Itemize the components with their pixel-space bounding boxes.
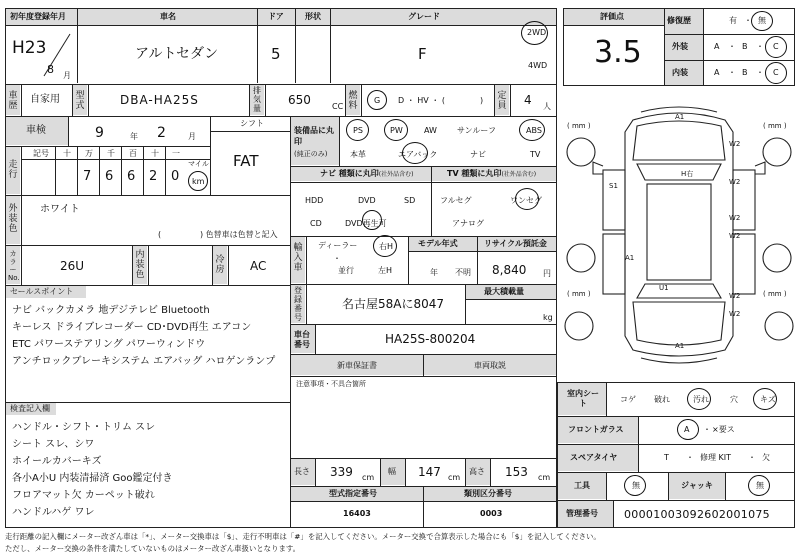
mileage-digit-1: 7 bbox=[83, 169, 92, 184]
spare-tire-label: スペアタイヤ bbox=[570, 453, 618, 462]
tools-value: 無 bbox=[632, 481, 640, 490]
height-label: 高さ bbox=[469, 467, 485, 476]
inspector-line-1: ハンドル・シフト・トリム スレ bbox=[12, 422, 156, 433]
windshield-a: A bbox=[684, 425, 690, 434]
capacity-label: 定員 bbox=[497, 91, 507, 111]
windshield-label: フロントガラス bbox=[568, 425, 624, 434]
navi-sd: SD bbox=[404, 196, 416, 205]
height-unit: cm bbox=[538, 473, 551, 482]
mark-w2-right-2: W2 bbox=[729, 178, 741, 186]
sheet-stain-circle bbox=[687, 388, 711, 410]
recycle-unit: 円 bbox=[543, 269, 551, 278]
model-year-label: モデル年式 bbox=[418, 239, 458, 248]
import-handle-left: 左H bbox=[378, 266, 393, 275]
capacity-value: 4 bbox=[524, 93, 532, 107]
ext-c-circle bbox=[765, 36, 787, 58]
mm-label-4: ( mm ) bbox=[763, 290, 787, 298]
grade-value: F bbox=[418, 45, 427, 63]
navi-dvd: DVD bbox=[358, 196, 376, 205]
exterior-label: 外装色 bbox=[8, 204, 18, 234]
designation-label: 型式指定番号 bbox=[329, 489, 377, 498]
height-value: 153 bbox=[505, 465, 528, 479]
drive-2wd-circle bbox=[521, 21, 548, 45]
max-load-label: 最大積載量 bbox=[484, 287, 524, 296]
mileage-digit-5: 0 bbox=[171, 169, 180, 184]
equipment-label: 装備品に丸印 bbox=[294, 126, 334, 146]
sheet-scratch: キズ bbox=[760, 395, 776, 404]
chassis-label: 車台番号 bbox=[294, 330, 310, 349]
color-no-value: 26U bbox=[60, 259, 85, 273]
mileage-label: 走行 bbox=[8, 160, 18, 180]
fuel-g-circle bbox=[367, 90, 387, 110]
navi-dvd-play: DVD再生可 bbox=[345, 219, 387, 228]
navi-hdd: HDD bbox=[305, 196, 324, 205]
usage-value: 自家用 bbox=[30, 94, 60, 105]
displacement-label: 排気量 bbox=[253, 86, 261, 113]
sheet-scratch-circle bbox=[753, 388, 777, 410]
first-reg-month: 8 bbox=[47, 63, 54, 76]
windshield-dot: ・ bbox=[703, 425, 711, 434]
shift-label: シフト bbox=[240, 119, 264, 128]
mark-w2-right-4: W2 bbox=[729, 232, 741, 240]
repair-no: 無 bbox=[758, 16, 766, 25]
mileage-header: 記号 bbox=[33, 149, 49, 158]
body-type-header: 形状 bbox=[305, 12, 321, 21]
sheet-hole: 穴 bbox=[730, 395, 738, 404]
interior-sheet-label: 室内シート bbox=[567, 389, 599, 408]
chassis-value: HA25S-800204 bbox=[385, 332, 476, 346]
windshield-replace: ×要ス bbox=[712, 425, 735, 434]
inspector-label: 検査記入欄 bbox=[10, 404, 50, 413]
displacement-unit: CC bbox=[332, 102, 344, 111]
tv-analog: アナログ bbox=[452, 219, 484, 228]
shift-value: FAT bbox=[233, 152, 259, 170]
mileage-digit-3: 6 bbox=[127, 169, 136, 184]
equip-sunroof: サンルーフ bbox=[457, 126, 496, 135]
score-label: 評価点 bbox=[600, 12, 624, 21]
repair-yes: 有 bbox=[729, 16, 737, 25]
import-handle-right-circle bbox=[373, 235, 397, 257]
tv-oneseg-circle bbox=[515, 188, 539, 210]
vehicle-manual: 車両取説 bbox=[474, 361, 506, 370]
exterior-note: ) 色替車は色替と記入 bbox=[200, 230, 278, 239]
import-handle-right: 右H bbox=[379, 242, 394, 251]
equip-tv: TV bbox=[530, 150, 541, 159]
exterior-grade-label: 外装 bbox=[672, 42, 688, 51]
exterior-note-open: ( bbox=[158, 230, 162, 239]
fuel-g: G bbox=[374, 96, 381, 105]
mileage-place-5: 十 bbox=[151, 149, 159, 158]
sheet-tear: 破れ bbox=[654, 395, 670, 404]
width-value: 147 bbox=[418, 465, 441, 479]
inspector-line-3: ホイールカバーキズ bbox=[12, 456, 102, 467]
equip-pw-circle bbox=[384, 119, 408, 141]
mileage-place-6: 一 bbox=[172, 149, 180, 158]
fuel-label: 燃料 bbox=[348, 91, 358, 111]
int-a: A bbox=[714, 68, 720, 77]
doors-header: ドア bbox=[268, 12, 284, 21]
registration-label: 登録番号 bbox=[294, 286, 302, 322]
mileage-place-3: 千 bbox=[107, 149, 115, 158]
management-value: 00001003092602001075 bbox=[624, 508, 770, 521]
mark-u1-rear: U1 bbox=[659, 284, 669, 292]
displacement-value: 650 bbox=[288, 93, 311, 107]
inspector-line-4: 各小A小U 内装清掃済 Goo鑑定付き bbox=[12, 473, 173, 484]
model-label: 型式 bbox=[75, 91, 85, 111]
length-value: 339 bbox=[330, 465, 353, 479]
max-load-unit: kg bbox=[543, 313, 553, 322]
tools-value-circle bbox=[624, 475, 646, 496]
mm-label-2: ( mm ) bbox=[763, 122, 787, 130]
mileage-unit-mile: マイル bbox=[188, 160, 209, 168]
spare-dot2: ・ bbox=[748, 453, 756, 462]
inspection-year-unit: 年 bbox=[130, 132, 138, 141]
ac-label: 冷房 bbox=[215, 255, 225, 275]
tv-oneseg: ワンセグ bbox=[510, 196, 542, 205]
color-no-label: カラーNo. bbox=[8, 250, 20, 282]
model-value: DBA-HA25S bbox=[120, 93, 199, 107]
interior-grade-label: 内装 bbox=[672, 68, 688, 77]
equip-aw: AW bbox=[424, 126, 437, 135]
import-dot: ・ bbox=[333, 254, 341, 263]
mark-w2-right-1: W2 bbox=[729, 140, 741, 148]
sales-point-line-3: ETC パワーステアリング パワーウィンドウ bbox=[12, 339, 206, 350]
mark-h-right: H右 bbox=[681, 170, 694, 178]
mark-s1-left: S1 bbox=[609, 182, 618, 190]
management-label: 管理番号 bbox=[566, 509, 598, 518]
windshield-a-circle bbox=[677, 419, 699, 440]
import-dealer: ディーラー bbox=[318, 241, 358, 250]
drive-4wd: 4WD bbox=[528, 61, 548, 70]
import-label: 輸入車 bbox=[293, 243, 303, 273]
designation-value: 16403 bbox=[343, 509, 371, 518]
inspection-label: 車検 bbox=[26, 125, 46, 136]
jack-value: 無 bbox=[756, 481, 764, 490]
spare-dot1: ・ bbox=[686, 453, 694, 462]
mark-w2-right-5: W2 bbox=[729, 292, 741, 300]
notes-label: 注意事項・不具合箇所 bbox=[296, 380, 366, 388]
category-value: 0003 bbox=[480, 509, 503, 518]
recycle-label: リサイクル預託金 bbox=[484, 239, 547, 248]
mark-a1-left: A1 bbox=[625, 254, 635, 262]
navi-dvd-play-circle bbox=[362, 210, 382, 230]
ac-value: AC bbox=[250, 259, 267, 273]
car-name-value: アルトセダン bbox=[135, 46, 219, 62]
new-car-warranty: 新車保証書 bbox=[337, 361, 377, 370]
equip-airbag: エアバック bbox=[398, 150, 438, 159]
mileage-place-2: 万 bbox=[85, 149, 93, 158]
width-label: 幅 bbox=[388, 467, 396, 476]
mileage-place-1: 十 bbox=[63, 149, 71, 158]
category-label: 類別区分番号 bbox=[464, 489, 512, 498]
first-reg-year: H23 bbox=[12, 38, 47, 58]
equip-abs-circle bbox=[519, 119, 545, 141]
jack-label: ジャッキ bbox=[681, 481, 713, 490]
inspector-line-2: シート スレ、シワ bbox=[12, 439, 95, 450]
mileage-unit-km: km bbox=[192, 177, 205, 186]
repair-dot: ・ bbox=[744, 16, 752, 25]
inspection-month-unit: 月 bbox=[188, 132, 196, 141]
spare-kit: 修理 KIT bbox=[700, 453, 732, 462]
equipment-sub: (純正のみ) bbox=[294, 150, 328, 158]
repair-no-circle bbox=[751, 11, 773, 31]
int-b: B bbox=[742, 68, 748, 77]
mileage-digit-2: 6 bbox=[105, 169, 114, 184]
capacity-unit: 人 bbox=[543, 102, 551, 111]
int-dot1: ・ bbox=[728, 68, 736, 77]
inspection-month: 2 bbox=[157, 125, 166, 141]
ext-dot2: ・ bbox=[756, 42, 764, 51]
score-value: 3.5 bbox=[594, 35, 642, 70]
equip-ps-circle bbox=[346, 119, 369, 141]
spare-missing: 欠 bbox=[762, 453, 770, 462]
mark-w2-right-6: W2 bbox=[729, 310, 741, 318]
first-reg-header: 初年度登録年月 bbox=[10, 12, 66, 21]
length-unit: cm bbox=[362, 473, 375, 482]
fuel-d: D ・ HV ・ ( bbox=[398, 96, 445, 105]
tools-label: 工具 bbox=[574, 481, 590, 490]
import-parallel: 並行 bbox=[338, 266, 354, 275]
ext-c: C bbox=[773, 42, 779, 51]
registration-value: 名古屋58Aに8047 bbox=[342, 297, 445, 311]
grade-header: グレード bbox=[408, 12, 440, 21]
mark-a1-rear: A1 bbox=[675, 342, 685, 350]
repair-label: 修復歴 bbox=[667, 16, 691, 25]
drive-2wd: 2WD bbox=[527, 28, 547, 37]
inspection-year: 9 bbox=[95, 125, 104, 141]
sales-points-label: セールスポイント bbox=[10, 287, 74, 296]
sheet-burn: コゲ bbox=[620, 395, 636, 404]
mark-w2-right-3: W2 bbox=[729, 214, 741, 222]
car-name-header: 車名 bbox=[160, 12, 176, 21]
equip-navi: ナビ bbox=[470, 150, 486, 159]
car-damage-diagram bbox=[563, 100, 795, 380]
mm-label-1: ( mm ) bbox=[567, 122, 591, 130]
doors-value: 5 bbox=[271, 45, 281, 63]
int-c-circle bbox=[765, 62, 787, 84]
ext-a: A bbox=[714, 42, 720, 51]
inspector-line-6: ハンドルハゲ ワレ bbox=[12, 507, 95, 518]
ext-dot1: ・ bbox=[728, 42, 736, 51]
sheet-stain: 汚れ bbox=[693, 395, 709, 404]
model-year-unit: 年 bbox=[430, 268, 438, 277]
navi-label: ナビ 種類に丸印(社外品含む) bbox=[320, 169, 414, 178]
mileage-km-circle bbox=[188, 171, 208, 191]
usage-label: 車歴 bbox=[8, 91, 18, 111]
exterior-color: ホワイト bbox=[40, 204, 80, 215]
sales-point-line-4: アンチロックブレーキシステム エアバッグ ハロゲンランプ bbox=[12, 356, 276, 367]
sales-point-line-1: ナビ バックカメラ 地デジテレビ Bluetooth bbox=[12, 305, 210, 316]
ext-b: B bbox=[742, 42, 748, 51]
footer-line-1: 走行距離の記入欄にメーター改ざん車は「*」、メーター交換車は「$」、走行不明車は「#」を記入してください。メーター交換で合算表示した場合にも「$」を記入してください。 bbox=[5, 532, 601, 541]
equip-pw: PW bbox=[390, 126, 403, 135]
footer-line-2: ただし、メーター交換の条件を満たしていないものはメーター改ざん車扱いとなります。 bbox=[5, 544, 301, 553]
recycle-value: 8,840 bbox=[492, 263, 527, 277]
equip-leather: 本革 bbox=[350, 150, 366, 159]
inspector-line-5: フロアマット欠 カーペット破れ bbox=[12, 490, 155, 501]
sales-point-line-2: キーレス ドライブレコーダー CD･DVD再生 エアコン bbox=[12, 322, 252, 333]
int-c: C bbox=[773, 68, 779, 77]
length-label: 長さ bbox=[294, 467, 310, 476]
fuel-close: ) bbox=[480, 96, 484, 105]
mileage-digit-4: 2 bbox=[149, 169, 158, 184]
mark-a1-front: A1 bbox=[675, 113, 685, 121]
equip-airbag-circle bbox=[402, 142, 428, 164]
tv-label: TV 種類に丸印(社外品含む) bbox=[447, 169, 537, 178]
int-dot2: ・ bbox=[756, 68, 764, 77]
equip-ps: PS bbox=[353, 126, 363, 135]
spare-t: T bbox=[664, 453, 669, 462]
tv-fullseg: フルセグ bbox=[440, 196, 472, 205]
width-unit: cm bbox=[448, 473, 461, 482]
equip-abs: ABS bbox=[526, 126, 542, 135]
interior-color-label: 内装色 bbox=[135, 250, 145, 280]
mm-label-3: ( mm ) bbox=[567, 290, 591, 298]
first-reg-month-unit: 月 bbox=[63, 71, 71, 80]
navi-cd: CD bbox=[310, 219, 322, 228]
model-year-value: 不明 bbox=[455, 268, 471, 277]
jack-value-circle bbox=[748, 475, 770, 496]
mileage-place-4: 百 bbox=[129, 149, 137, 158]
